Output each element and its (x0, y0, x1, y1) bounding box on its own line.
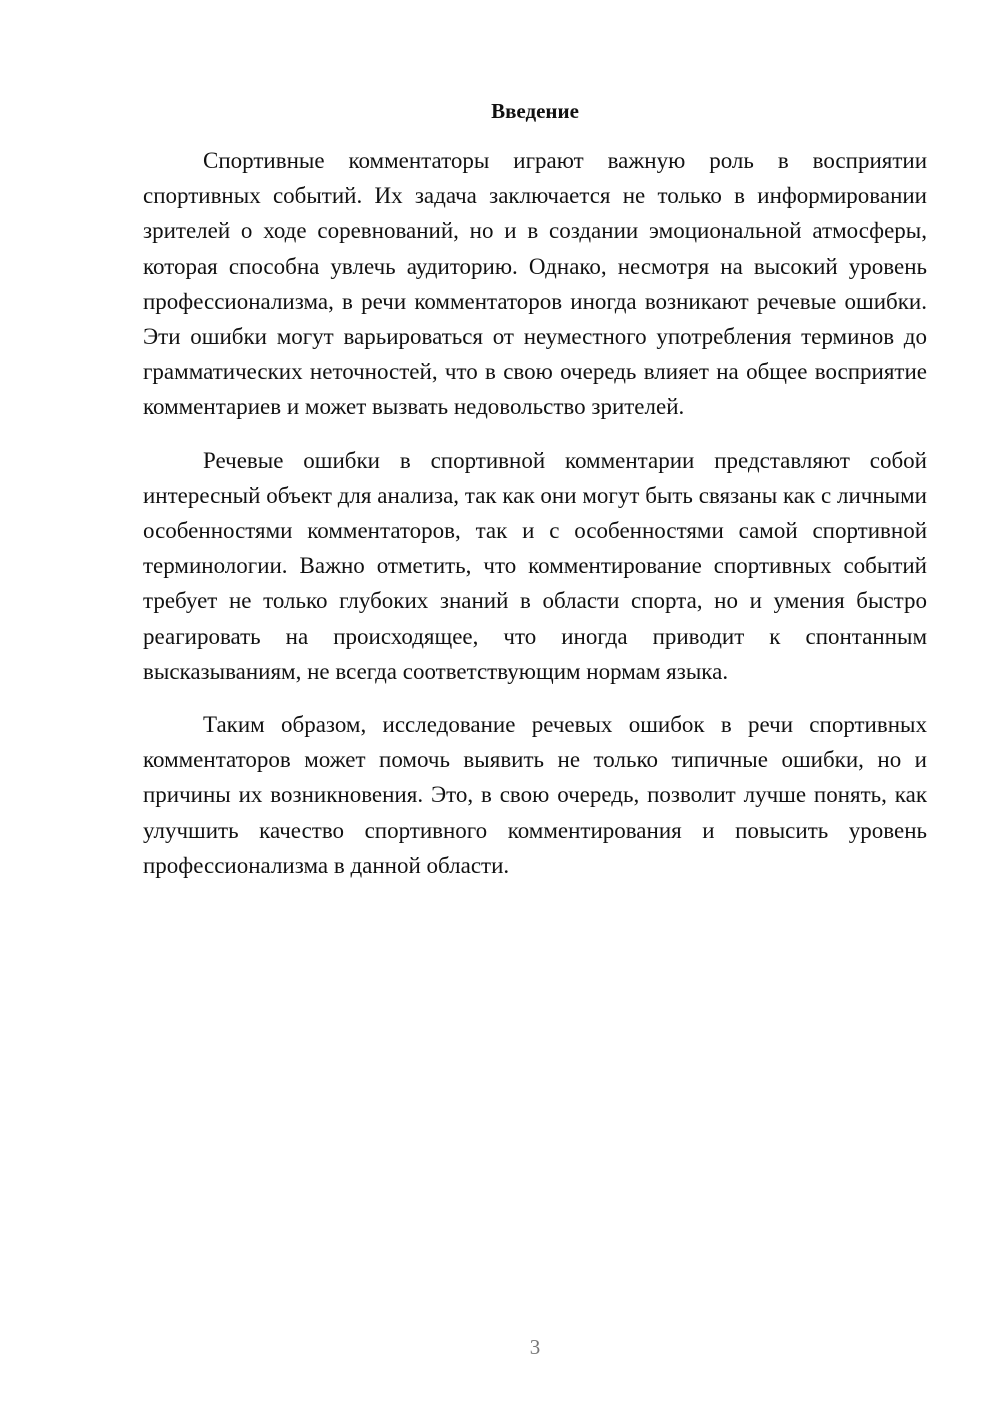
paragraph-3: Таким образом, исследование речевых ошибок в речи спортивных комментаторов может помочь выявить не только типичные ошибки, но и причины их возникновения. Это, в свою очередь, позволит лучше понять, как улучшить качество спортивного комментирования и повысить уровень профессионализма в данной области. (143, 712, 927, 878)
section-heading: Введение (491, 99, 579, 123)
body-text (143, 143, 927, 901)
paragraph-2: Речевые ошибки в спортивной комментарии представляют собой интересный объект для анализа, так как они могут быть связаны как с личными особенностями комментаторов, так и с особенностями самой спортивной терминологии. Важно отметить, что комментирование спортивных событий требует не только глубоких знаний в области спорта, но и умения быстро реагировать на происходящее, что иногда приводит к спонтанным высказываниям, не всегда соответствующим нормам языка. (143, 447, 927, 684)
paragraph-1: Спортивные комментаторы играют важную роль в восприятии спортивных событий. Их задача заключается не только в информировании зрителей о ходе соревнований, но и в создании эмоциональной атмосферы, которая способна увлечь аудиторию. Однако, несмотря на высокий уровень профессионализма, в речи комментаторов иногда возникают речевые ошибки. Эти ошибки могут варьироваться от неуместного употребления терминов до грамматических неточностей, что в свою очередь влияет на общее восприятие комментариев и может вызвать недовольство зрителей. (143, 148, 927, 420)
page-number: 3 (529, 1335, 541, 1359)
